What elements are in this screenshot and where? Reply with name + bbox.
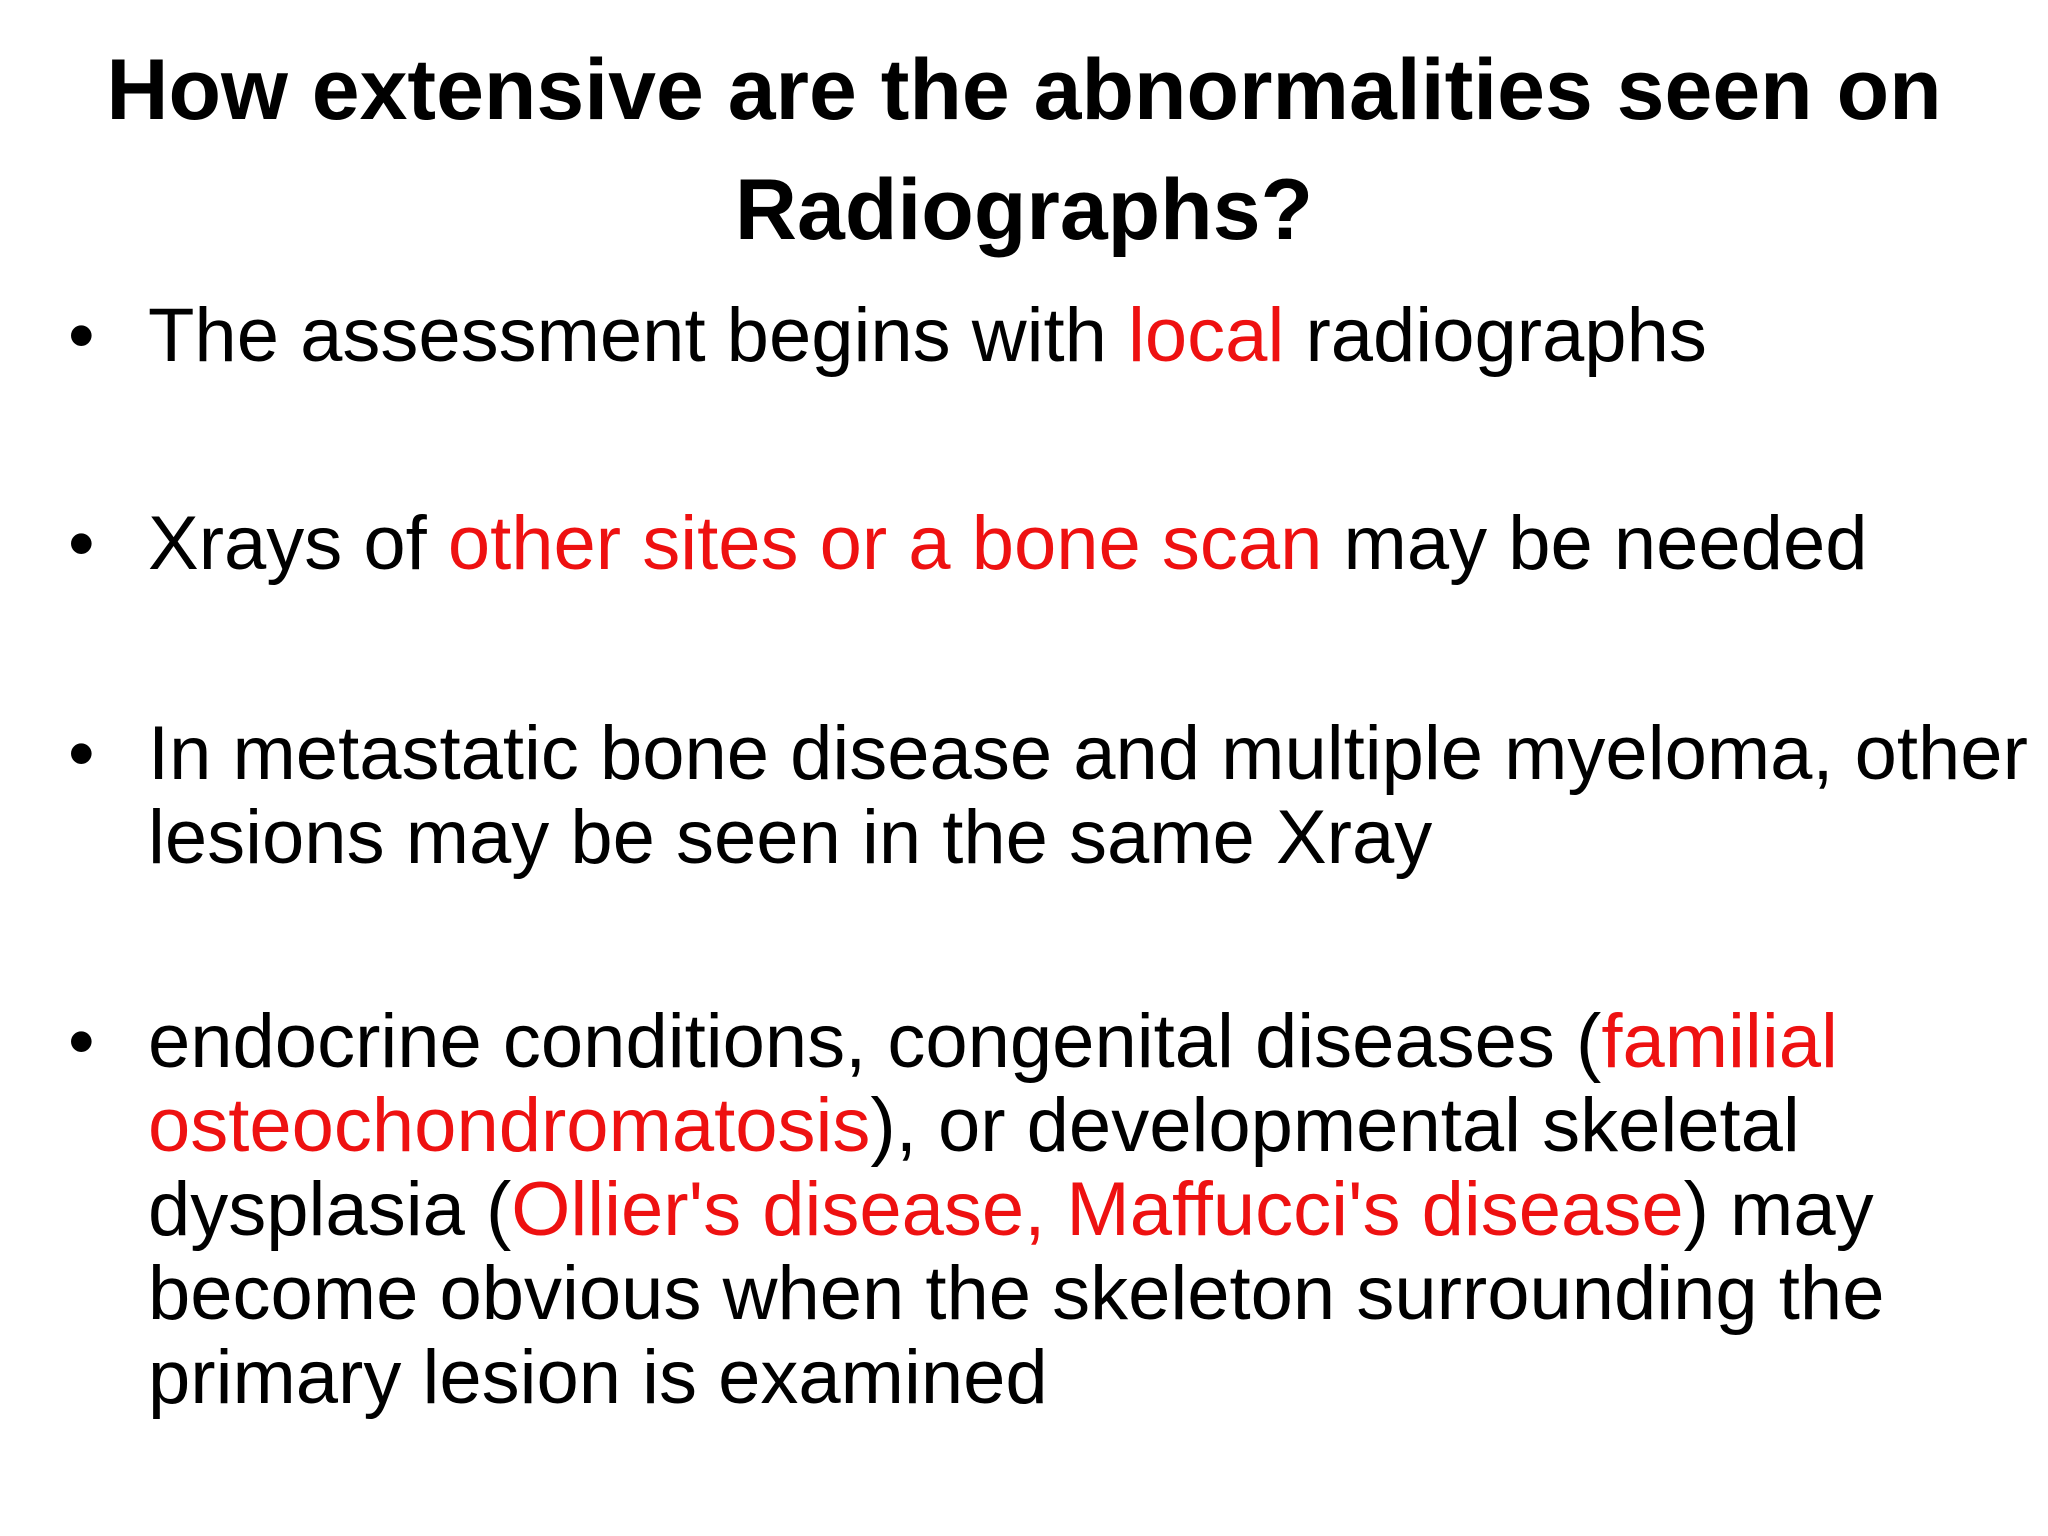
text-run: In metastatic bone disease and multiple myeloma, other lesions may be seen in the same Xray [148,711,2028,880]
text-run: may be needed [1322,501,1868,586]
text-run: ) may become obvious when the skeleton surrounding the primary lesion is examined [148,1167,1885,1420]
text-run: endocrine conditions, congenital diseases ( [148,999,1602,1084]
bullet-marker: • [68,999,95,1084]
highlight-text: local [1128,293,1285,378]
bullet-text [148,294,2048,378]
slide-title: How extensive are the abnormalities seen on Radiographs? [106,42,1942,258]
highlight-text: Ollier's disease, Maffucci's disease [511,1167,1684,1252]
text-run: radiographs [1284,293,1707,378]
text-run: Xrays of [148,501,448,586]
text-run: ), or developmental skeletal dysplasia ( [148,1083,1800,1252]
bullet-marker: • [68,711,95,796]
bullet-marker: • [68,293,95,378]
highlight-text: other sites or a bone scan [447,501,1323,586]
bullet-text [148,502,2048,586]
text-run: The assessment begins with [148,293,1129,378]
bullet-text [148,712,2048,880]
bullet-marker: • [68,501,95,586]
bullet-text [148,1000,2048,1420]
highlight-text: familial osteochondromatosis [148,999,1838,1168]
